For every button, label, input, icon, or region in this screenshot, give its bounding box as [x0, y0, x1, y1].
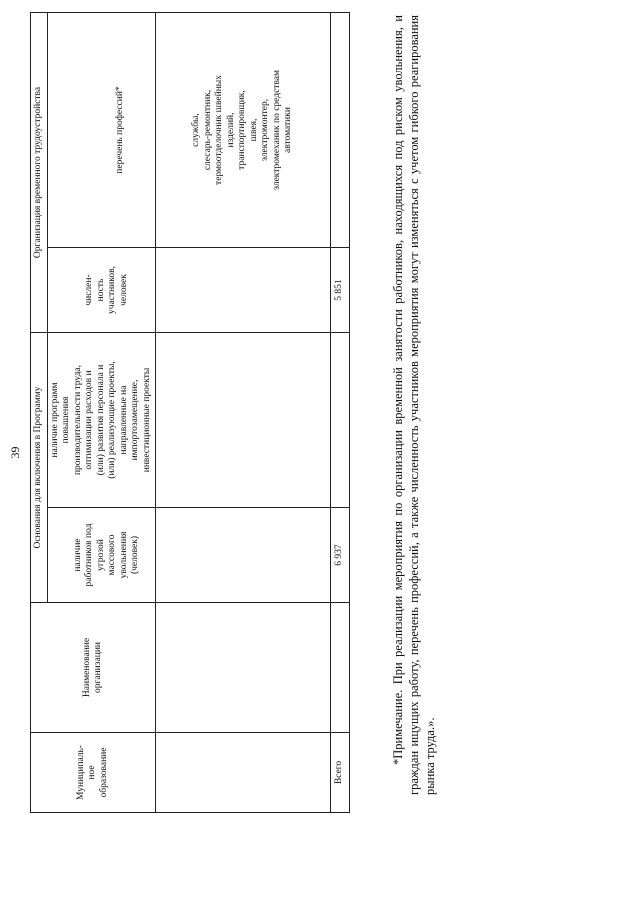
total-label: Всего [331, 733, 350, 813]
profession-item: изделий, [225, 112, 236, 148]
header-temp-employment-group: Организация временного трудоустройства [31, 13, 48, 333]
header-participants: числен- ность участников, человек [47, 248, 156, 333]
total-professions [331, 13, 350, 248]
header-workers-at-risk: наличие работников под угрозой массового увольнения (человек) [47, 508, 156, 603]
total-workers: 6 937 [331, 508, 350, 603]
cell-professions [156, 13, 331, 248]
cell-organization [156, 603, 331, 733]
profession-item: автоматики [283, 107, 294, 153]
total-participants: 5 851 [331, 248, 350, 333]
cell-participants [156, 248, 331, 333]
total-program [331, 333, 350, 508]
cell-program [156, 333, 331, 508]
table-total-row [331, 13, 350, 813]
program-table [30, 12, 350, 813]
profession-item: швея, [248, 118, 259, 142]
profession-item: службы, [191, 113, 202, 147]
professions-list [191, 16, 295, 244]
footnote-block [390, 15, 438, 795]
profession-item: электромонтер, [260, 98, 271, 162]
table-header-row [31, 13, 48, 813]
header-programs: наличие программ повышения производительности труда, оптимизации расходов и (или) развития персонала и (или) реализующие проекты, направленные на импортозамещение, инвестиционные проекты [47, 333, 156, 508]
header-professions: перечень профессий* [47, 13, 156, 248]
profession-item: слесарь-ремонтник, [202, 89, 213, 171]
profession-item: термоотделочник швейных [214, 75, 225, 185]
cell-municipality [156, 733, 331, 813]
cell-workers [156, 508, 331, 603]
header-organization: Наименование организации [31, 603, 156, 733]
table-row [156, 13, 331, 813]
header-basis-group: Основания для включения в Программу [31, 333, 48, 603]
total-organization [331, 603, 350, 733]
profession-item: электромеханик по средствам [271, 69, 282, 191]
header-municipality: Муниципаль- ное образование [31, 733, 156, 813]
profession-item: транспортировщик, [237, 90, 248, 170]
footnote-text: *Примечание. При реализации мероприятия по организации временной занятости работников, находящихся под риском увольнения, и граждан ищущих работу, перечень профессий, а также численность участников мероприятия могут изменяться с учетом гибкого реагирования рынка труда.». [391, 15, 437, 795]
page-number: 39 [8, 446, 22, 459]
